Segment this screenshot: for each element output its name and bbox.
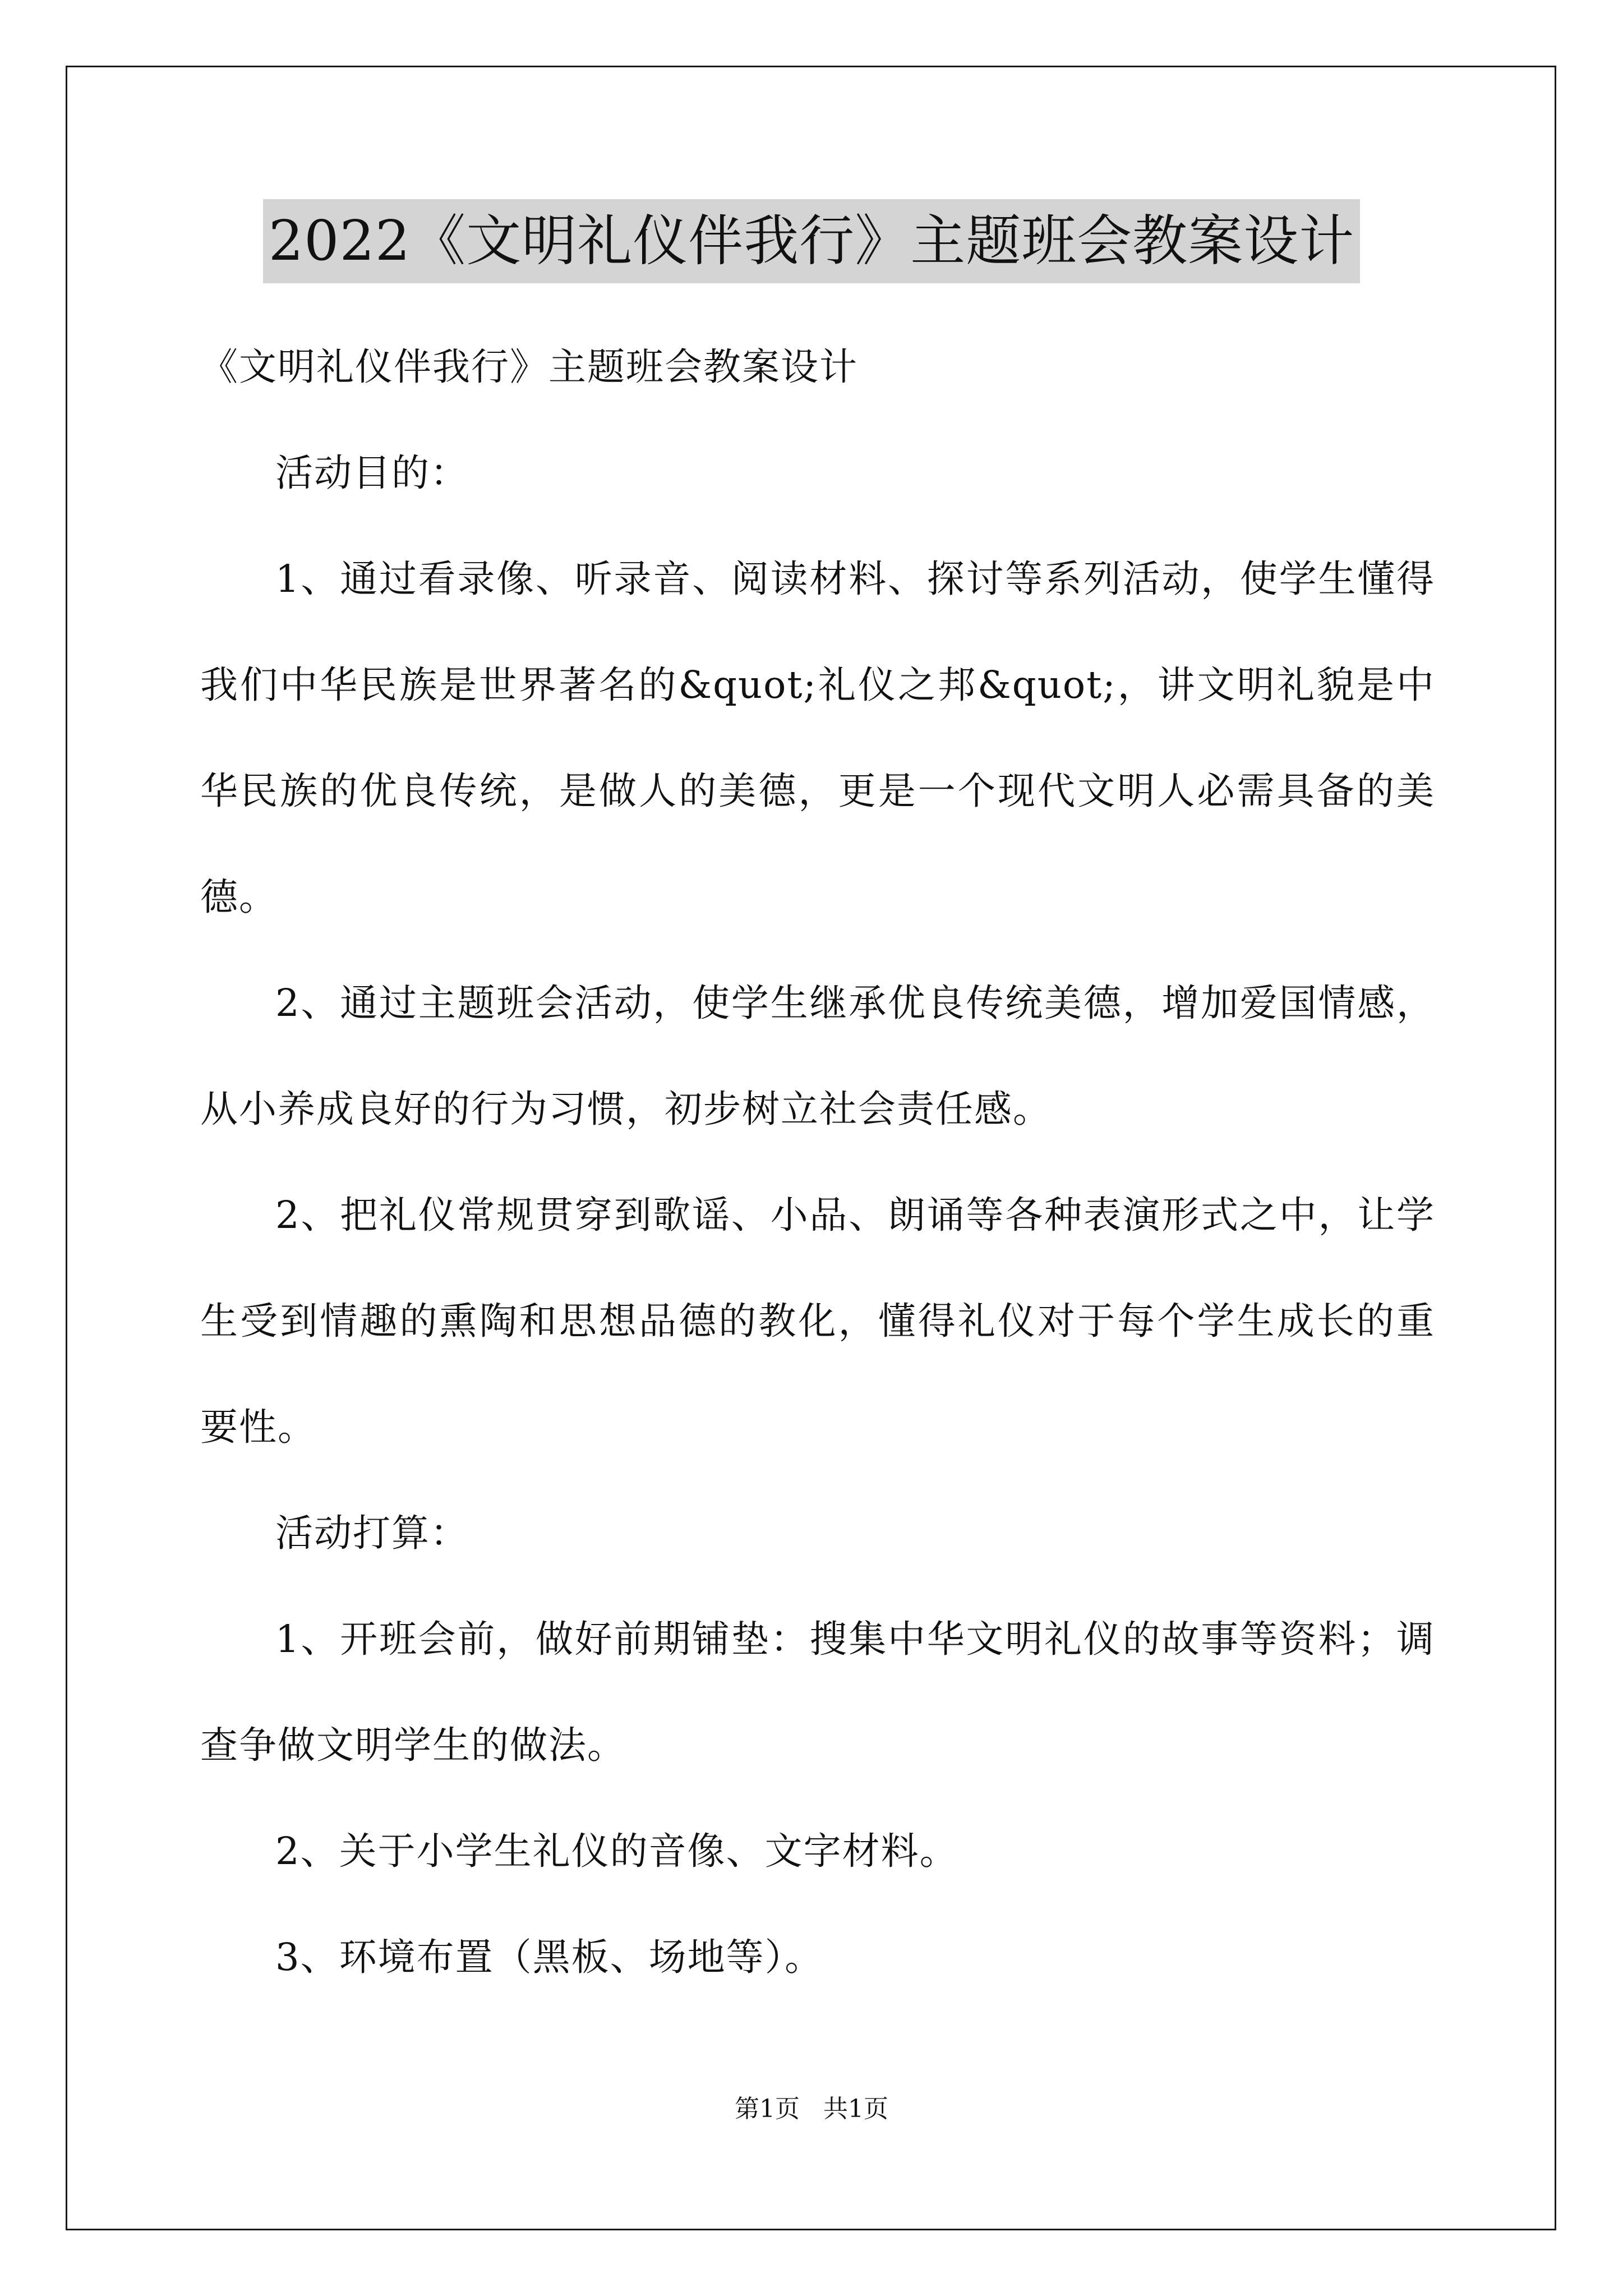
preparation-paragraph-2: 2、关于小学生礼仪的音像、文字材料。 — [275, 1829, 958, 1873]
goal-paragraph-3: 2、把礼仪常规贯穿到歌谣、小品、朗诵等各种表演形式之中，让学生受到情趣的熏陶和思想品德的教化，懂得礼仪对于每个学生成长的重要性。 — [200, 1193, 1435, 1449]
preparation-paragraph-1: 1、开班会前，做好前期铺垫：搜集中华文明礼仪的故事等资料；调查争做文明学生的做法。 — [200, 1617, 1435, 1767]
title-container — [0, 199, 1623, 283]
section-heading-activity-preparation: 活动打算： — [275, 1511, 469, 1555]
preparation-paragraph-3: 3、环境布置（黑板、场地等）。 — [275, 1935, 824, 1979]
goal-paragraph-1: 1、通过看录像、听录音、阅读材料、探讨等系列活动，使学生懂得我们中华民族是世界著名的&quot;礼仪之邦&quot;，讲文明礼貌是中华民族的优良传统，是做人的美德，更是一个现代文明人必需具备的美德。 — [200, 557, 1435, 919]
document-title: 2022《文明礼仪伴我行》主题班会教案设计 — [263, 199, 1360, 283]
subtitle-paragraph: 《文明礼仪伴我行》主题班会教案设计 — [200, 345, 858, 389]
page-footer: 第1页 共1页 — [735, 2095, 888, 2123]
goal-paragraph-2: 2、通过主题班会活动，使学生继承优良传统美德，增加爱国情感，从小养成良好的行为习惯，初步树立社会责任感。 — [200, 981, 1435, 1131]
document-body — [200, 314, 1435, 2010]
section-heading-activity-goals: 活动目的： — [275, 451, 469, 495]
